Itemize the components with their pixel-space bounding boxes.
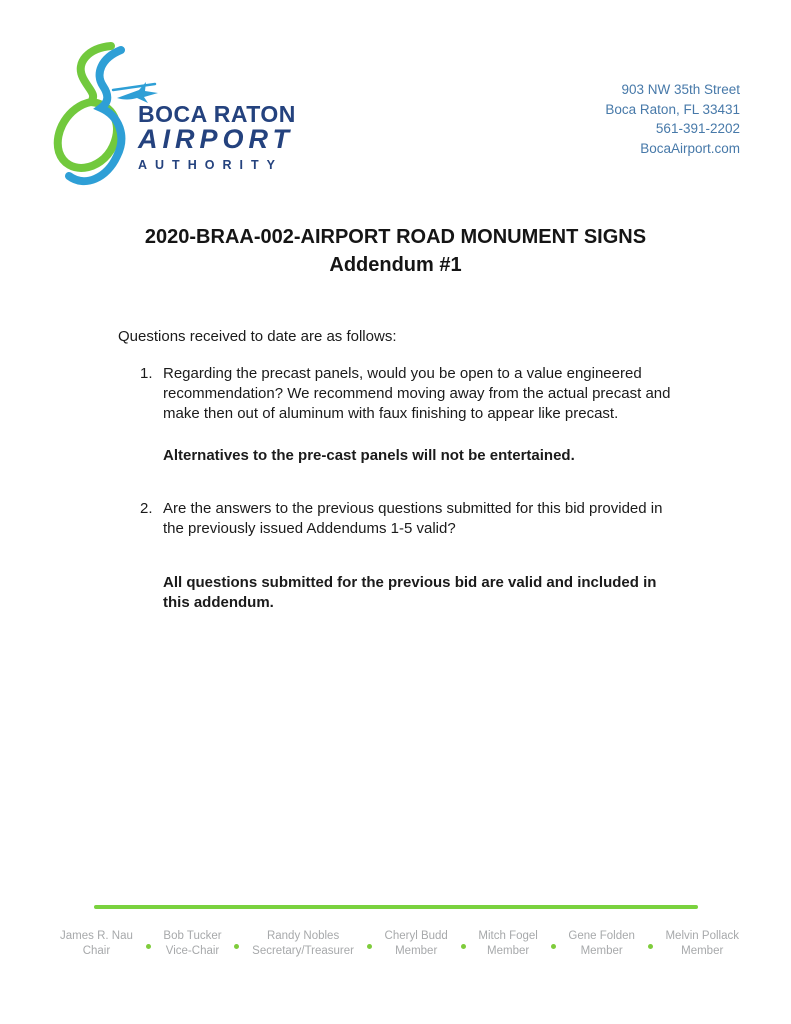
member-role: Vice-Chair xyxy=(165,945,220,957)
separator-dot-icon xyxy=(551,944,556,949)
member-role: Member xyxy=(681,945,724,957)
airplane-icon xyxy=(113,82,158,103)
answer-2-text: All questions submitted for the previous bid are valid and included in this addendum. xyxy=(163,574,657,611)
board-member xyxy=(385,929,448,959)
document-body xyxy=(118,327,683,613)
footer-divider xyxy=(94,905,698,909)
board-member xyxy=(478,929,537,959)
question-2-number: 2. xyxy=(140,500,153,517)
document-title-line2: Addendum #1 xyxy=(329,254,462,276)
board-member xyxy=(163,929,221,959)
contact-address-line2: Boca Raton, FL 33431 xyxy=(605,101,740,117)
member-name: Melvin Pollack xyxy=(665,930,739,942)
intro-paragraph: Questions received to date are as follows: xyxy=(118,328,397,345)
board-member xyxy=(568,929,635,959)
logo-org-name-line2: AIRPORT xyxy=(138,124,295,154)
document-title-line1: 2020-BRAA-002-AIRPORT ROAD MONUMENT SIGNS xyxy=(144,226,647,248)
question-item-2 xyxy=(140,499,683,539)
member-role: Member xyxy=(580,945,623,957)
answer-1-text: Alternatives to the pre-cast panels will not be entertained. xyxy=(163,447,575,464)
question-1-number: 1. xyxy=(140,365,153,382)
separator-dot-icon xyxy=(648,944,653,949)
contact-address-line1: 903 NW 35th Street xyxy=(621,82,740,97)
contact-phone: 561-391-2202 xyxy=(655,121,740,136)
question-1-text: Regarding the precast panels, would you be open to a value engineered recommendation? We recommend moving away from the actual precast and make then out of aluminum with faux finishing to appear like precast. xyxy=(163,365,671,422)
logo-org-name-line1: BOCA RATON xyxy=(138,101,296,127)
member-name: James R. Nau xyxy=(60,930,133,942)
member-name: Cheryl Budd xyxy=(384,930,448,942)
separator-dot-icon xyxy=(367,944,372,949)
contact-website: BocaAirport.com xyxy=(640,140,740,156)
separator-dot-icon xyxy=(234,944,239,949)
member-role: Member xyxy=(395,945,438,957)
board-member xyxy=(665,929,739,959)
member-name: Gene Folden xyxy=(568,930,635,942)
member-role: Chair xyxy=(82,945,111,957)
braa-logo-wordmark xyxy=(138,101,296,172)
separator-dot-icon xyxy=(461,944,466,949)
board-member xyxy=(252,929,354,959)
footer-board-members xyxy=(60,929,739,959)
member-role: Member xyxy=(487,945,530,957)
question-item-1 xyxy=(140,364,683,424)
contact-block xyxy=(605,80,740,158)
logo-org-name-line3: AUTHORITY xyxy=(138,158,283,172)
member-name: Randy Nobles xyxy=(266,930,340,942)
member-role: Secretary/Treasurer xyxy=(252,945,354,957)
separator-dot-icon xyxy=(146,944,151,949)
board-member xyxy=(60,929,133,959)
document-title xyxy=(0,223,791,279)
member-name: Bob Tucker xyxy=(163,930,222,942)
member-name: Mitch Fogel xyxy=(478,930,538,942)
logo-green-swoosh xyxy=(58,46,117,168)
question-2-text: Are the answers to the previous questions submitted for this bid provided in the previously issued Addendums 1-5 valid? xyxy=(163,500,663,537)
